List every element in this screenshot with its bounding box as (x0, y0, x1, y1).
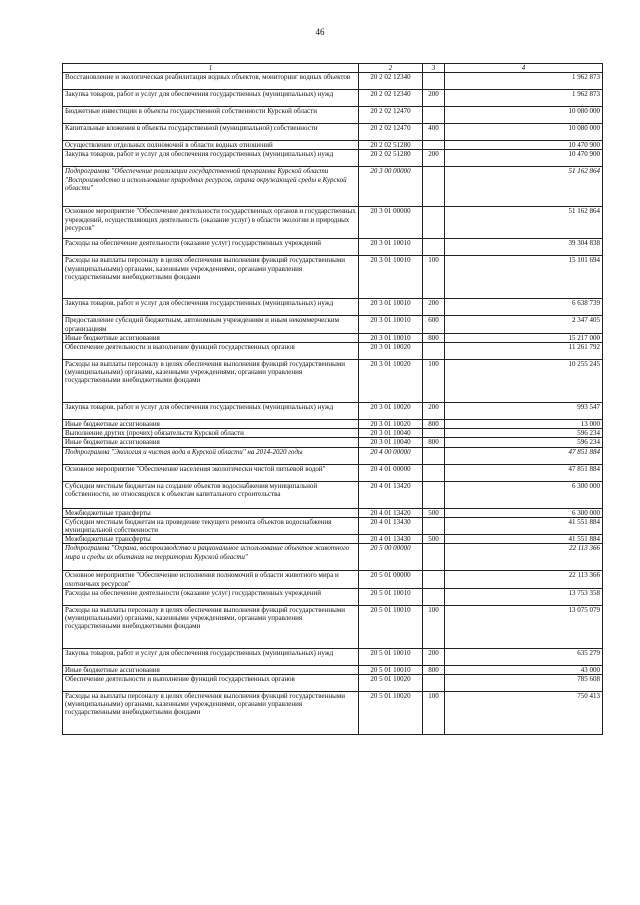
row-name-cell: Обеспечение деятельности и выполнение функций государственных органов (63, 675, 359, 692)
row-name-cell: Субсидии местным бюджетам на создание объектов водоснабжения муниципальной собственности, не относящихся к объектам капитального строительства (63, 481, 359, 508)
row-amount-cell: 41 551 884 (445, 535, 603, 544)
row-amount-cell: 22 113 366 (445, 544, 603, 571)
row-vr-cell: 200 (423, 150, 445, 167)
row-code-cell: 20 3 01 10020 (359, 420, 423, 429)
header-col-1: 1 (63, 64, 359, 73)
row-amount-cell: 13 753 358 (445, 588, 603, 605)
table-row (63, 648, 603, 665)
row-vr-cell: 500 (423, 508, 445, 517)
row-code-cell: 20 3 01 10010 (359, 256, 423, 299)
row-vr-cell (423, 481, 445, 508)
row-code-cell: 20 3 00 00000 (359, 167, 423, 207)
budget-table (62, 63, 603, 735)
row-code-cell: 20 3 01 10020 (359, 343, 423, 360)
table-row (63, 544, 603, 571)
row-vr-cell (423, 141, 445, 150)
row-name-cell: Иные бюджетные ассигнования (63, 438, 359, 447)
row-vr-cell (423, 343, 445, 360)
row-vr-cell (423, 429, 445, 438)
row-code-cell: 20 3 01 10020 (359, 360, 423, 403)
header-col-4: 4 (445, 64, 603, 73)
row-code-cell: 20 5 00 00000 (359, 544, 423, 571)
table-row (63, 420, 603, 429)
row-code-cell: 20 3 01 10010 (359, 316, 423, 333)
row-amount-cell: 13 000 (445, 420, 603, 429)
row-vr-cell (423, 464, 445, 481)
row-vr-cell (423, 544, 445, 571)
row-code-cell: 20 4 01 13420 (359, 481, 423, 508)
row-vr-cell: 800 (423, 665, 445, 674)
row-amount-cell: 10 470 900 (445, 150, 603, 167)
row-amount-cell: 6 300 000 (445, 481, 603, 508)
row-amount-cell: 41 551 884 (445, 517, 603, 534)
row-amount-cell: 6 300 000 (445, 508, 603, 517)
table-row (63, 73, 603, 90)
row-code-cell: 20 3 01 10010 (359, 299, 423, 316)
table-row (63, 90, 603, 107)
row-code-cell: 20 4 01 13430 (359, 517, 423, 534)
row-amount-cell: 785 608 (445, 675, 603, 692)
row-name-cell: Бюджетные инвестиции в объекты государственной собственности Курской области (63, 107, 359, 124)
row-amount-cell: 10 080 000 (445, 107, 603, 124)
row-name-cell: Субсидии местным бюджетам на проведение текущего ремонта объектов водоснабжения муниципальной собственности (63, 517, 359, 534)
row-name-cell: Иные бюджетные ассигнования (63, 333, 359, 342)
row-amount-cell: 635 279 (445, 648, 603, 665)
header-col-2: 2 (359, 64, 423, 73)
row-amount-cell: 10 470 900 (445, 141, 603, 150)
row-name-cell: Подпрограмма "Охрана, воспроизводство и рациональное использование объектов животного мира и среды их обитания на территории Курской области" (63, 544, 359, 571)
row-name-cell: Восстановление и экологическая реабилитация водных объектов, мониторинг водных объектов (63, 73, 359, 90)
row-code-cell: 20 5 01 10010 (359, 605, 423, 648)
row-vr-cell: 400 (423, 124, 445, 141)
row-code-cell: 20 5 01 10010 (359, 588, 423, 605)
row-vr-cell (423, 239, 445, 256)
row-vr-cell: 800 (423, 438, 445, 447)
row-vr-cell: 200 (423, 90, 445, 107)
row-vr-cell (423, 675, 445, 692)
table-row (63, 429, 603, 438)
row-amount-cell: 2 347 405 (445, 316, 603, 333)
row-name-cell: Закупка товаров, работ и услуг для обеспечения государственных (муниципальных) нужд (63, 648, 359, 665)
row-vr-cell: 200 (423, 648, 445, 665)
table-row (63, 167, 603, 207)
row-amount-cell: 22 113 366 (445, 571, 603, 588)
row-vr-cell: 100 (423, 360, 445, 403)
row-vr-cell (423, 207, 445, 239)
row-vr-cell: 500 (423, 535, 445, 544)
table-row (63, 360, 603, 403)
row-amount-cell: 15 217 000 (445, 333, 603, 342)
table-row (63, 256, 603, 299)
table-row (63, 107, 603, 124)
row-vr-cell (423, 73, 445, 90)
table-row (63, 665, 603, 674)
row-name-cell: Иные бюджетные ассигнования (63, 665, 359, 674)
table-row (63, 239, 603, 256)
table-row (63, 481, 603, 508)
row-amount-cell: 47 851 884 (445, 464, 603, 481)
row-amount-cell: 13 075 079 (445, 605, 603, 648)
table-row (63, 403, 603, 420)
row-vr-cell: 200 (423, 403, 445, 420)
row-code-cell: 20 2 02 51280 (359, 141, 423, 150)
row-code-cell: 20 2 02 12340 (359, 73, 423, 90)
table-row (63, 343, 603, 360)
header-col-3: 3 (423, 64, 445, 73)
row-name-cell: Иные бюджетные ассигнования (63, 420, 359, 429)
row-name-cell: Межбюджетные трансферты (63, 535, 359, 544)
row-vr-cell: 100 (423, 256, 445, 299)
table-row (63, 535, 603, 544)
row-amount-cell: 51 162 864 (445, 207, 603, 239)
row-name-cell: Расходы на выплаты персоналу в целях обеспечения выполнения функций государственными (муниципальными) органами, казенными учреждениями, органами управления государственными внебюджетными фондами (63, 256, 359, 299)
row-code-cell: 20 4 01 00000 (359, 464, 423, 481)
row-code-cell: 20 3 01 00000 (359, 207, 423, 239)
row-name-cell: Закупка товаров, работ и услуг для обеспечения государственных (муниципальных) нужд (63, 403, 359, 420)
row-name-cell: Основное мероприятие "Обеспечение исполнения полномочий в области животного мира и охотничьих ресурсов" (63, 571, 359, 588)
row-vr-cell: 100 (423, 692, 445, 735)
row-code-cell: 20 3 01 10020 (359, 403, 423, 420)
row-code-cell: 20 5 01 00000 (359, 571, 423, 588)
table-row (63, 447, 603, 464)
row-vr-cell (423, 447, 445, 464)
row-amount-cell: 993 547 (445, 403, 603, 420)
row-name-cell: Обеспечение деятельности и выполнение функций государственных органов (63, 343, 359, 360)
table-row (63, 692, 603, 735)
table-row (63, 588, 603, 605)
row-code-cell: 20 4 00 00000 (359, 447, 423, 464)
row-name-cell: Расходы на обеспечение деятельности (оказание услуг) государственных учреждений (63, 588, 359, 605)
row-code-cell: 20 5 01 10010 (359, 665, 423, 674)
row-name-cell: Подпрограмма "Экология и чистая вода в Курской области" на 2014-2020 годы (63, 447, 359, 464)
row-code-cell: 20 5 01 10020 (359, 675, 423, 692)
row-code-cell: 20 5 01 10020 (359, 692, 423, 735)
row-name-cell: Основное мероприятие "Обеспечение деятельности государственных органов и государственных учреждений, осуществляющих деятельность (оказание услуг) в области экологии и природных ресурсов" (63, 207, 359, 239)
row-amount-cell: 596 234 (445, 429, 603, 438)
row-amount-cell: 750 413 (445, 692, 603, 735)
row-vr-cell (423, 107, 445, 124)
row-amount-cell: 15 101 694 (445, 256, 603, 299)
table-row (63, 316, 603, 333)
row-name-cell: Подпрограмма "Обеспечение реализации государственной программы Курской области "Воспроизводство и использование природных ресурсов, охрана окружающей среды в Курской области" (63, 167, 359, 207)
row-amount-cell: 43 000 (445, 665, 603, 674)
row-amount-cell: 1 962 873 (445, 90, 603, 107)
table-body (63, 73, 603, 735)
row-name-cell: Закупка товаров, работ и услуг для обеспечения государственных (муниципальных) нужд (63, 299, 359, 316)
table-row (63, 124, 603, 141)
table-row (63, 675, 603, 692)
row-name-cell: Осуществление отдельных полномочий в области водных отношений (63, 141, 359, 150)
table-row (63, 299, 603, 316)
row-amount-cell: 10 255 245 (445, 360, 603, 403)
row-amount-cell: 6 638 739 (445, 299, 603, 316)
row-name-cell: Межбюджетные трансферты (63, 508, 359, 517)
row-code-cell: 20 2 02 12470 (359, 107, 423, 124)
row-code-cell: 20 2 02 12470 (359, 124, 423, 141)
table-row (63, 508, 603, 517)
row-vr-cell: 800 (423, 333, 445, 342)
table-row (63, 333, 603, 342)
row-amount-cell: 47 851 884 (445, 447, 603, 464)
table-header-row (63, 64, 603, 73)
row-amount-cell: 10 080 000 (445, 124, 603, 141)
row-vr-cell (423, 167, 445, 207)
row-name-cell: Основное мероприятие "Обеспечение населения экологически чистой питьевой водой" (63, 464, 359, 481)
row-vr-cell (423, 588, 445, 605)
row-code-cell: 20 4 01 13420 (359, 508, 423, 517)
table-row (63, 464, 603, 481)
row-name-cell: Расходы на обеспечение деятельности (оказание услуг) государственных учреждений (63, 239, 359, 256)
page-number: 46 (315, 27, 325, 37)
row-amount-cell: 1 962 873 (445, 73, 603, 90)
table-row (63, 605, 603, 648)
row-name-cell: Закупка товаров, работ и услуг для обеспечения государственных (муниципальных) нужд (63, 150, 359, 167)
table-row (63, 571, 603, 588)
row-name-cell: Расходы на выплаты персоналу в целях обеспечения выполнения функций государственными (муниципальными) органами, казенными учреждениями, органами управления государственными внебюджетными фондами (63, 692, 359, 735)
row-vr-cell (423, 517, 445, 534)
row-code-cell: 20 4 01 13430 (359, 535, 423, 544)
row-code-cell: 20 2 02 12340 (359, 90, 423, 107)
row-code-cell: 20 3 01 10010 (359, 239, 423, 256)
row-amount-cell: 51 162 864 (445, 167, 603, 207)
row-amount-cell: 596 234 (445, 438, 603, 447)
table-row (63, 207, 603, 239)
row-amount-cell: 11 261 792 (445, 343, 603, 360)
row-amount-cell: 39 304 838 (445, 239, 603, 256)
table-row (63, 517, 603, 534)
row-name-cell: Закупка товаров, работ и услуг для обеспечения государственных (муниципальных) нужд (63, 90, 359, 107)
row-name-cell: Расходы на выплаты персоналу в целях обеспечения выполнения функций государственными (муниципальными) органами, казенными учреждениями, органами управления государственными внебюджетными фондами (63, 360, 359, 403)
row-vr-cell: 800 (423, 420, 445, 429)
row-name-cell: Предоставление субсидий бюджетным, автономным учреждениям и иным некоммерческим организациям (63, 316, 359, 333)
row-code-cell: 20 3 01 10010 (359, 333, 423, 342)
row-name-cell: Капитальные вложения в объекты государственной (муниципальной) собственности (63, 124, 359, 141)
table-row (63, 141, 603, 150)
row-code-cell: 20 3 01 10040 (359, 429, 423, 438)
row-name-cell: Расходы на выплаты персоналу в целях обеспечения выполнения функций государственными (муниципальными) органами, казенными учреждениями, органами управления государственными внебюджетными фондами (63, 605, 359, 648)
row-vr-cell: 200 (423, 299, 445, 316)
row-code-cell: 20 3 01 10040 (359, 438, 423, 447)
row-vr-cell (423, 571, 445, 588)
row-vr-cell: 100 (423, 605, 445, 648)
row-vr-cell: 600 (423, 316, 445, 333)
row-code-cell: 20 2 02 51280 (359, 150, 423, 167)
table-row (63, 438, 603, 447)
row-name-cell: Выполнение других (прочих) обязательств Курской области (63, 429, 359, 438)
row-code-cell: 20 5 01 10010 (359, 648, 423, 665)
table-row (63, 150, 603, 167)
